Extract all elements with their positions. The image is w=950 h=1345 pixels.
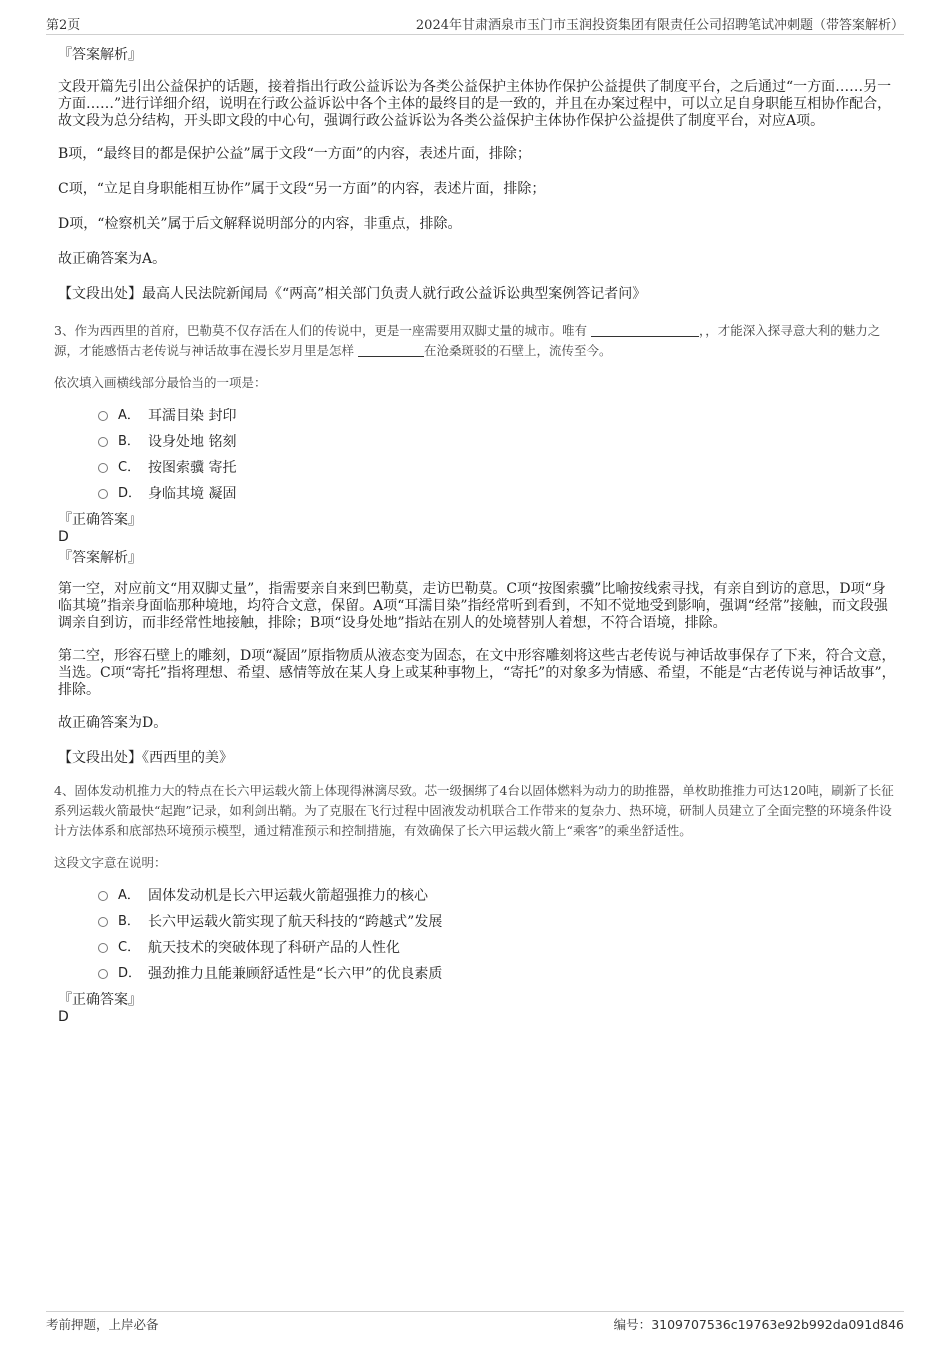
document-body: [54, 46, 898, 1025]
radio-icon[interactable]: [98, 437, 108, 447]
radio-icon[interactable]: [98, 489, 108, 499]
conclusion: 故正确答案为A。: [58, 251, 167, 267]
option-d[interactable]: D． 强劲推力且能兼顾舒适性是“长六甲”的优良素质: [58, 961, 898, 987]
option-c[interactable]: C． 按图索骥 寄托: [58, 455, 898, 481]
conclusion: 故正确答案为D。: [58, 715, 168, 731]
document-title: 2024年甘肃酒泉市玉门市玉润投资集团有限责任公司招聘笔试冲刺题（带答案解析）: [415, 18, 904, 33]
answer-blank: [591, 322, 699, 337]
source-citation: 【文段出处】最高人民法院新闻局《“两高”相关部门负责人就行政公益诉讼典型案例答记者问》: [58, 286, 647, 302]
option-b[interactable]: B． 设身处地 铭刻: [58, 429, 898, 455]
page-number: 第2页: [46, 18, 81, 33]
question-4-options: [58, 883, 898, 987]
radio-icon[interactable]: [98, 969, 108, 979]
page-header: [46, 12, 904, 35]
page-footer: [46, 1311, 904, 1334]
radio-icon[interactable]: [98, 463, 108, 473]
analysis-label: 『答案解析』: [58, 550, 142, 566]
analysis-label: 『答案解析』: [58, 47, 142, 63]
footer-slogan: 考前押题，上岸必备: [46, 1317, 159, 1332]
document-id: 编号：3109707536c19763e92b992da091d846: [613, 1317, 904, 1332]
radio-icon[interactable]: [98, 943, 108, 953]
analysis-paragraph: B项，“最终目的都是保护公益”属于文段“一方面”的内容，表述片面，排除；: [58, 146, 531, 162]
answer-blank: [358, 342, 424, 357]
analysis-paragraph: 文段开篇先引出公益保护的话题，接着指出行政公益诉讼为各类公益保护主体协作保护公益提供了制度平台，之后通过“一方面……另一方面……”进行详细介绍，说明在行政公益诉讼中各个主体的最终目的是一致的，并且在办案过程中，可以立足自身职能互相协作配合，故文段为总分结构，开头即文段的中心句，强调行政公益诉讼为各类公益保护主体协作保护公益提供了制度平台，对应A项。: [58, 79, 892, 129]
radio-icon[interactable]: [98, 917, 108, 927]
option-c[interactable]: C． 航天技术的突破体现了科研产品的人性化: [58, 935, 898, 961]
question-4-stem: 4、固体发动机推力大的特点在长六甲运载火箭上体现得淋漓尽致。芯一级捆绑了4台以固体燃料为动力的助推器，单枚助推推力可达120吨，刷新了长征系列运载火箭最快“起跑”记录，如利剑出鞘。为了克服在飞行过程中固液发动机联合工作带来的复杂力、热环境，研制人员建立了全面完整的环境条件设计方法体系和底部热环境预示模型，通过精准预示和控制措施，有效确保了长六甲运载火箭上“乘客”的乘坐舒适性。: [54, 783, 894, 838]
question-3-prompt: 依次填入画横线部分最恰当的一项是：: [54, 375, 267, 390]
source-citation: 【文段出处】《西西里的美》: [58, 750, 233, 766]
correct-answer-value: D: [58, 529, 69, 545]
correct-answer-value: D: [58, 1009, 69, 1025]
option-a[interactable]: A． 耳濡目染 封印: [58, 403, 898, 429]
analysis-paragraph: C项，“立足自身职能相互协作”属于文段“另一方面”的内容，表述片面，排除；: [58, 181, 546, 197]
analysis-paragraph: 第一空，对应前文“用双脚丈量”，指需要亲自来到巴勒莫，走访巴勒莫。C项“按图索骥”比喻按线索寻找，有亲自到访的意思，D项“身临其境”指亲身面临那种境地，均符合文意，保留。A项“耳濡目染”指经常听到看到，不知不觉地受到影响，强调“经常”接触，而文段强调亲自到访，而非经常性地接触，排除；B项“设身处地”指站在别人的处境替别人着想，不符合语境，排除。: [58, 581, 888, 631]
radio-icon[interactable]: [98, 891, 108, 901]
option-b[interactable]: B． 长六甲运载火箭实现了航天科技的“跨越式”发展: [58, 909, 898, 935]
correct-answer-label: 『正确答案』: [58, 512, 142, 528]
option-a[interactable]: A． 固体发动机是长六甲运载火箭超强推力的核心: [58, 883, 898, 909]
analysis-paragraph: 第二空，形容石壁上的雕刻，D项“凝固”原指物质从液态变为固态，在文中形容雕刻将这些古老传说与神话故事保存了下来，符合文意，当选。C项“寄托”指将理想、希望、感情等放在某人身上或某种事物上，“寄托”的对象多为情感、希望，不能是“古老传说与神话故事”，排除。: [58, 648, 896, 698]
question-3-options: [58, 403, 898, 507]
question-3-stem: 3、作为西西里的首府，巴勒莫不仅存活在人们的传说中，更是一座需要用双脚丈量的城市。唯有 ，，才能深入探寻意大利的魅力之源，才能感悟古老传说与神话故事在漫长岁月里是怎样 在沧桑斑驳的石壁上，流传至今。: [54, 323, 881, 358]
option-d[interactable]: D． 身临其境 凝固: [58, 481, 898, 507]
correct-answer-label: 『正确答案』: [58, 992, 142, 1008]
radio-icon[interactable]: [98, 411, 108, 421]
analysis-paragraph: D项，“检察机关”属于后文解释说明部分的内容，非重点，排除。: [58, 216, 462, 232]
question-4-prompt: 这段文字意在说明：: [54, 855, 167, 870]
